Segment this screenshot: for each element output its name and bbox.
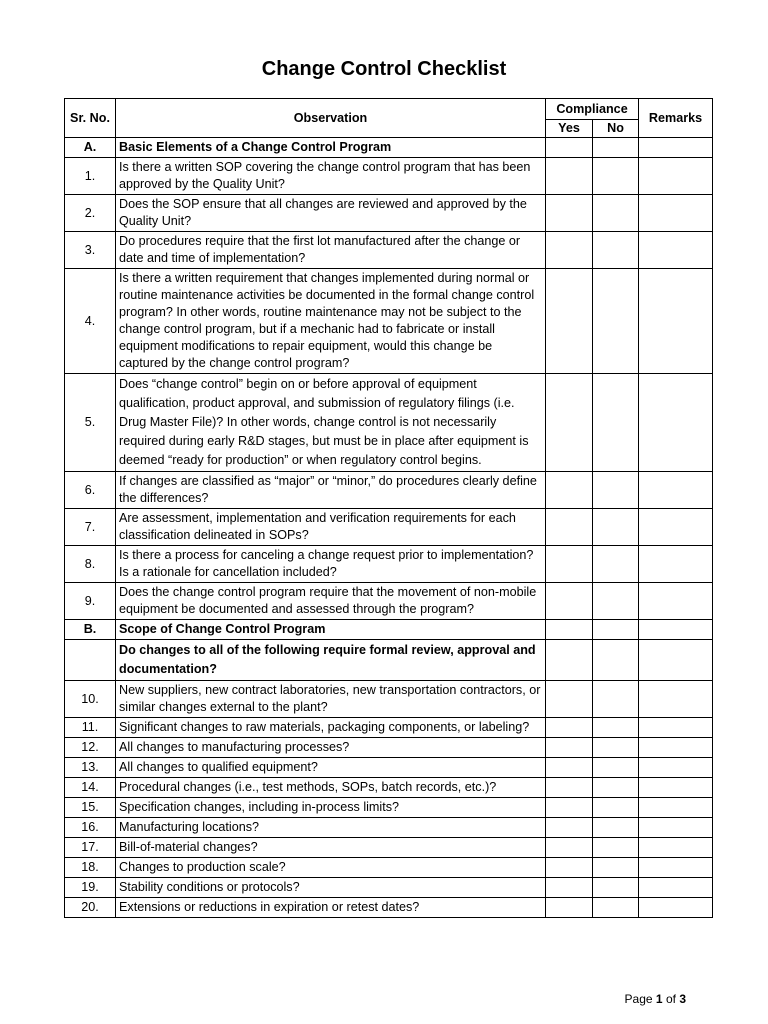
row-number: 7. — [65, 509, 116, 546]
observation-text: Does the SOP ensure that all changes are reviewed and approved by the Quality Unit? — [116, 195, 546, 232]
observation-text: Significant changes to raw materials, packaging components, or labeling? — [116, 718, 546, 738]
table-row — [65, 718, 713, 738]
compliance-yes-cell[interactable] — [546, 232, 593, 269]
remarks-cell[interactable] — [639, 195, 713, 232]
observation-text: Extensions or reductions in expiration or retest dates? — [116, 898, 546, 918]
table-row — [65, 878, 713, 898]
row-number: 9. — [65, 583, 116, 620]
observation-text: Procedural changes (i.e., test methods, SOPs, batch records, etc.)? — [116, 778, 546, 798]
observation-text: Manufacturing locations? — [116, 818, 546, 838]
row-number: 4. — [65, 269, 116, 374]
compliance-no-cell[interactable] — [593, 269, 639, 374]
table-row — [65, 738, 713, 758]
table-row — [65, 195, 713, 232]
table-row — [65, 374, 713, 472]
compliance-no-cell[interactable] — [593, 620, 639, 640]
remarks-cell[interactable] — [639, 158, 713, 195]
compliance-yes-cell[interactable] — [546, 620, 593, 640]
compliance-yes-cell[interactable] — [546, 798, 593, 818]
compliance-yes-cell[interactable] — [546, 269, 593, 374]
compliance-yes-cell[interactable] — [546, 472, 593, 509]
compliance-no-cell[interactable] — [593, 583, 639, 620]
compliance-yes-cell[interactable] — [546, 858, 593, 878]
compliance-no-cell[interactable] — [593, 374, 639, 472]
compliance-no-cell[interactable] — [593, 472, 639, 509]
row-number: 3. — [65, 232, 116, 269]
compliance-yes-cell[interactable] — [546, 374, 593, 472]
observation-text: New suppliers, new contract laboratories, new transportation contractors, or similar changes external to the plant? — [116, 681, 546, 718]
remarks-cell[interactable] — [639, 546, 713, 583]
row-number: 19. — [65, 878, 116, 898]
footer-of-label: of — [665, 992, 676, 1006]
table-row — [65, 898, 713, 918]
remarks-cell[interactable] — [639, 232, 713, 269]
row-number: 12. — [65, 738, 116, 758]
observation-text: Scope of Change Control Program — [116, 620, 546, 640]
remarks-cell[interactable] — [639, 472, 713, 509]
remarks-cell[interactable] — [639, 858, 713, 878]
remarks-cell[interactable] — [639, 758, 713, 778]
row-number: 14. — [65, 778, 116, 798]
remarks-cell[interactable] — [639, 620, 713, 640]
table-row — [65, 269, 713, 374]
compliance-yes-cell[interactable] — [546, 138, 593, 158]
table-row — [65, 158, 713, 195]
table-row — [65, 583, 713, 620]
observation-text: Is there a written requirement that changes implemented during normal or routine maintenance activities be documented in the formal change control program? In other words, routine maintenance may not be subject to the change control program, but if a mechanic had to fabricate or install equipment modifications to repair equipment, would this change be captured by the change control program? — [116, 269, 546, 374]
observation-text: Specification changes, including in-process limits? — [116, 798, 546, 818]
compliance-no-cell[interactable] — [593, 878, 639, 898]
compliance-yes-cell[interactable] — [546, 718, 593, 738]
header-observation: Observation — [116, 99, 546, 138]
remarks-cell[interactable] — [639, 818, 713, 838]
remarks-cell[interactable] — [639, 681, 713, 718]
compliance-no-cell[interactable] — [593, 738, 639, 758]
page-footer — [625, 992, 686, 1006]
table-row — [65, 818, 713, 838]
row-number: 10. — [65, 681, 116, 718]
compliance-no-cell[interactable] — [593, 640, 639, 681]
compliance-no-cell[interactable] — [593, 195, 639, 232]
remarks-cell[interactable] — [639, 509, 713, 546]
compliance-yes-cell[interactable] — [546, 758, 593, 778]
row-number: 17. — [65, 838, 116, 858]
remarks-cell[interactable] — [639, 138, 713, 158]
section-row — [65, 620, 713, 640]
compliance-yes-cell[interactable] — [546, 546, 593, 583]
observation-text: All changes to qualified equipment? — [116, 758, 546, 778]
compliance-yes-cell[interactable] — [546, 195, 593, 232]
row-number: B. — [65, 620, 116, 640]
footer-page-total: 3 — [679, 992, 686, 1006]
observation-text: Does “change control” begin on or before approval of equipment qualification, product approval, and submission of regulatory filings (i.e. Drug Master File)? In other words, change control is not necessarily required during early R&D stages, but must be in place after equipment is deemed “ready for production” or when regulatory control begins. — [116, 374, 546, 472]
header-yes: Yes — [546, 120, 593, 138]
section-row — [65, 138, 713, 158]
compliance-yes-cell[interactable] — [546, 681, 593, 718]
remarks-cell[interactable] — [639, 798, 713, 818]
compliance-yes-cell[interactable] — [546, 738, 593, 758]
compliance-yes-cell[interactable] — [546, 818, 593, 838]
compliance-yes-cell[interactable] — [546, 583, 593, 620]
observation-text: All changes to manufacturing processes? — [116, 738, 546, 758]
table-row — [65, 640, 713, 681]
observation-text: Is there a written SOP covering the change control program that has been approved by the Quality Unit? — [116, 158, 546, 195]
compliance-yes-cell[interactable] — [546, 898, 593, 918]
table-row — [65, 778, 713, 798]
row-number: 1. — [65, 158, 116, 195]
compliance-no-cell[interactable] — [593, 838, 639, 858]
row-number: 5. — [65, 374, 116, 472]
compliance-yes-cell[interactable] — [546, 509, 593, 546]
observation-text: Are assessment, implementation and verification requirements for each classification delineated in SOPs? — [116, 509, 546, 546]
table-row — [65, 758, 713, 778]
table-row — [65, 472, 713, 509]
compliance-no-cell[interactable] — [593, 798, 639, 818]
header-compliance: Compliance — [546, 99, 639, 120]
compliance-no-cell[interactable] — [593, 509, 639, 546]
remarks-cell[interactable] — [639, 898, 713, 918]
row-number: 20. — [65, 898, 116, 918]
row-number — [65, 640, 116, 681]
remarks-cell[interactable] — [639, 640, 713, 681]
table-row — [65, 232, 713, 269]
table-row — [65, 546, 713, 583]
row-number: 8. — [65, 546, 116, 583]
remarks-cell[interactable] — [639, 374, 713, 472]
remarks-cell[interactable] — [639, 838, 713, 858]
checklist-table — [64, 98, 713, 918]
observation-text: Bill-of-material changes? — [116, 838, 546, 858]
header-no: No — [593, 120, 639, 138]
row-number: 11. — [65, 718, 116, 738]
compliance-no-cell[interactable] — [593, 778, 639, 798]
observation-text: Basic Elements of a Change Control Program — [116, 138, 546, 158]
row-number: A. — [65, 138, 116, 158]
compliance-yes-cell[interactable] — [546, 640, 593, 681]
observation-text: Changes to production scale? — [116, 858, 546, 878]
row-number: 16. — [65, 818, 116, 838]
remarks-cell[interactable] — [639, 269, 713, 374]
compliance-no-cell[interactable] — [593, 818, 639, 838]
observation-text: If changes are classified as “major” or “minor,” do procedures clearly define the differences? — [116, 472, 546, 509]
table-row — [65, 798, 713, 818]
compliance-yes-cell[interactable] — [546, 158, 593, 195]
remarks-cell[interactable] — [639, 718, 713, 738]
compliance-no-cell[interactable] — [593, 898, 639, 918]
compliance-no-cell[interactable] — [593, 758, 639, 778]
page-title: Change Control Checklist — [261, 58, 507, 80]
compliance-no-cell[interactable] — [593, 138, 639, 158]
table-row — [65, 838, 713, 858]
compliance-no-cell[interactable] — [593, 718, 639, 738]
header-sr-no: Sr. No. — [65, 99, 116, 138]
table-row — [65, 858, 713, 878]
compliance-no-cell[interactable] — [593, 681, 639, 718]
footer-page-label: Page — [624, 992, 653, 1006]
observation-text: Do changes to all of the following require formal review, approval and documentation? — [116, 640, 546, 681]
row-number: 6. — [65, 472, 116, 509]
observation-text: Stability conditions or protocols? — [116, 878, 546, 898]
compliance-no-cell[interactable] — [593, 858, 639, 878]
compliance-yes-cell[interactable] — [546, 878, 593, 898]
row-number: 2. — [65, 195, 116, 232]
observation-text: Is there a process for canceling a change request prior to implementation? Is a rationale for cancellation included? — [116, 546, 546, 583]
compliance-no-cell[interactable] — [593, 232, 639, 269]
observation-text: Does the change control program require that the movement of non-mobile equipment be documented and assessed through the program? — [116, 583, 546, 620]
compliance-no-cell[interactable] — [593, 158, 639, 195]
remarks-cell[interactable] — [639, 878, 713, 898]
compliance-yes-cell[interactable] — [546, 838, 593, 858]
remarks-cell[interactable] — [639, 583, 713, 620]
table-row — [65, 681, 713, 718]
table-row — [65, 509, 713, 546]
remarks-cell[interactable] — [639, 738, 713, 758]
row-number: 13. — [65, 758, 116, 778]
compliance-yes-cell[interactable] — [546, 778, 593, 798]
observation-text: Do procedures require that the first lot manufactured after the change or date and time of implementation? — [116, 232, 546, 269]
footer-page-number: 1 — [655, 992, 663, 1006]
row-number: 15. — [65, 798, 116, 818]
compliance-no-cell[interactable] — [593, 546, 639, 583]
row-number: 18. — [65, 858, 116, 878]
remarks-cell[interactable] — [639, 778, 713, 798]
header-remarks: Remarks — [639, 99, 713, 138]
